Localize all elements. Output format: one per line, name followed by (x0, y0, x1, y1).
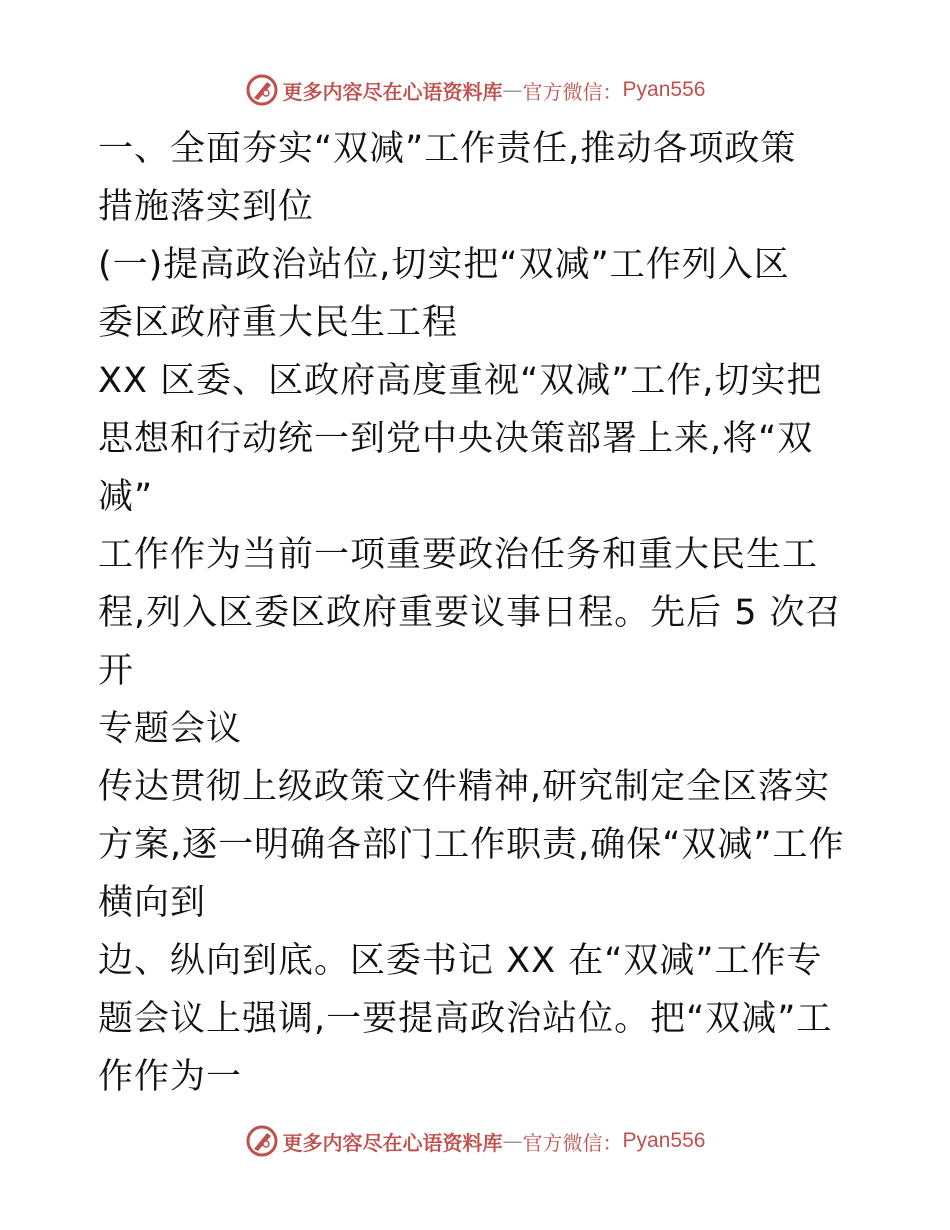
text-line: 作作为一 (98, 1057, 243, 1097)
pen-logo-icon (245, 73, 279, 107)
text-line: 横向到 (98, 883, 207, 923)
text-line: 题会议上强调,一要提高政治站位。把“双减”工 (98, 999, 833, 1039)
text-line: 专题会议 (98, 709, 243, 749)
text-line: 委区政府重大民生工程 (98, 303, 459, 343)
footer-watermark (0, 1121, 950, 1161)
watermark-brand-text: 更多内容尽在心语资料库 (282, 79, 503, 104)
watermark-wechat-id: Pyan556 (622, 1129, 706, 1152)
watermark-wechat-label: 官方微信： (522, 79, 623, 104)
text-line: 思想和行动统一到党中央决策部署上来,将“双 (98, 419, 814, 459)
header-watermark (0, 70, 950, 110)
text-line: 工作作为当前一项重要政治任务和重大民生工 (98, 535, 819, 575)
watermark-separator: — (502, 78, 523, 102)
watermark-wechat-id: Pyan556 (622, 78, 706, 101)
text-line: 方案,逐一明确各部门工作职责,确保“双减”工作 (98, 825, 845, 865)
document-body (98, 120, 858, 1106)
text-line: 一、全面夯实“双减”工作责任,推动各项政策 (98, 129, 797, 169)
text-line: 减” (98, 477, 154, 517)
text-line: 措施落实到位 (98, 187, 315, 227)
text-line: XX 区委、区政府高度重视“双减”工作,切实把 (98, 361, 823, 401)
pen-logo-icon (245, 1124, 279, 1158)
text-line: 传达贯彻上级政策文件精神,研究制定全区落实 (98, 767, 831, 807)
watermark-brand-text: 更多内容尽在心语资料库 (282, 1130, 503, 1155)
text-line: (一)提高政治站位,切实把“双减”工作列入区 (98, 245, 790, 285)
watermark-separator: — (502, 1129, 523, 1153)
text-line: 边、纵向到底。区委书记 XX 在“双减”工作专 (98, 941, 823, 981)
text-line: 程,列入区委区政府重要议事日程。先后 5 次召开 (98, 593, 842, 691)
watermark-wechat-label: 官方微信： (522, 1130, 623, 1155)
